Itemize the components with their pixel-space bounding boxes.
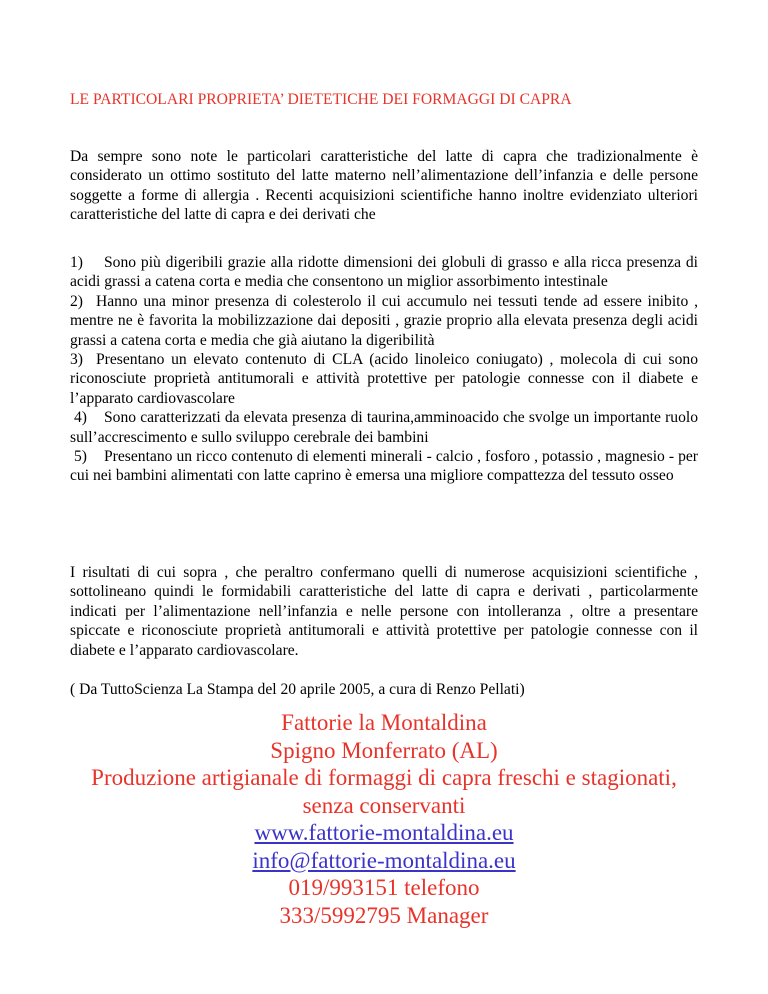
company-name: Fattorie la Montaldina xyxy=(281,710,487,735)
list-item xyxy=(70,253,698,292)
list-item-number: 2) xyxy=(70,292,83,310)
intro-paragraph: Da sempre sono note le particolari caratteristiche del latte di capra che tradizionalmente è considerato un ottimo sostituto del latte materno nell’alimentazione dell’infanzia e delle persone soggette a forme di allergia . Recenti acquisizioni scientifiche hanno inoltre evidenziato ulteriori caratteristiche del latte di capra e dei derivati che xyxy=(70,148,698,224)
list-item xyxy=(70,292,698,350)
list-item-text: Hanno una minor presenza di colesterolo il cui accumulo nei tessuti tende ad essere inibito , mentre ne è favorita la mobilizzazione dai depositi , grazie proprio alla elevata presenza degli acidi grassi a catena corta e media che già aiutano la digeribilità xyxy=(70,292,698,349)
company-tagline: Produzione artigianale di formaggi di capra freschi e stagionati, xyxy=(91,765,677,790)
list-item-number: 5) xyxy=(74,448,87,466)
list-item xyxy=(70,408,698,447)
document-title: LE PARTICOLARI PROPRIETA’ DIETETICHE DEI FORMAGGI DI CAPRA xyxy=(70,91,572,108)
list-item-text: Sono caratterizzati da elevata presenza di taurina,amminoacido che svolge un importante ruolo sull’accrescimento e sullo sviluppo cerebrale dei bambini xyxy=(70,409,698,446)
email-link[interactable]: info@fattorie-montaldina.eu xyxy=(252,847,516,873)
list-item xyxy=(70,350,698,408)
list-item-text: Presentano un ricco contenuto di elementi minerali - calcio , fosforo , potassio , magnesio - per cui nei bambini alimentati con latte caprino è emersa una migliore compattezza del tessuto osseo xyxy=(70,448,698,485)
source-citation: ( Da TuttoScienza La Stampa del 20 aprile 2005, a cura di Renzo Pellati) xyxy=(70,681,525,698)
list-item-number: 1) xyxy=(70,254,83,271)
website-link[interactable]: www.fattorie-montaldina.eu xyxy=(254,820,514,845)
manager-phone: 333/5992795 Manager xyxy=(279,902,489,928)
company-location: Spigno Monferrato (AL) xyxy=(270,737,498,763)
list-item xyxy=(70,447,698,486)
list-item-text: Presentano un elevato contenuto di CLA (acido linoleico coniugato) , molecola di cui sono riconosciute proprietà antitumorali e attività protettive per patologie connesse con il diabete e l’apparato cardiovascolare xyxy=(70,351,698,407)
phone-number: 019/993151 telefono xyxy=(288,875,480,900)
properties-list xyxy=(70,253,698,486)
list-item-number: 4) xyxy=(74,409,87,427)
list-item-text: Sono più digeribili grazie alla ridotte dimensioni dei globuli di grasso e alla ricca presenza di acidi grassi a catena corta e media che consentono un miglior assorbimento intestinale xyxy=(70,254,698,291)
company-footer xyxy=(0,709,768,929)
list-item-number: 3) xyxy=(70,351,83,369)
company-tagline-continued: senza conservanti xyxy=(302,792,466,818)
conclusion-paragraph: I risultati di cui sopra , che peraltro confermano quelli di numerose acquisizioni scientifiche , sottolineano quindi le formidabili caratteristiche del latte di capra e derivati , particolarmente indicati per l’alimentazione nell’infanzia e nelle persone con intolleranza , oltre a presentare spiccate e riconosciute proprietà antitumorali e attività protettive per patologie connesse con il diabete e l’apparato cardiovascolare. xyxy=(70,564,698,659)
